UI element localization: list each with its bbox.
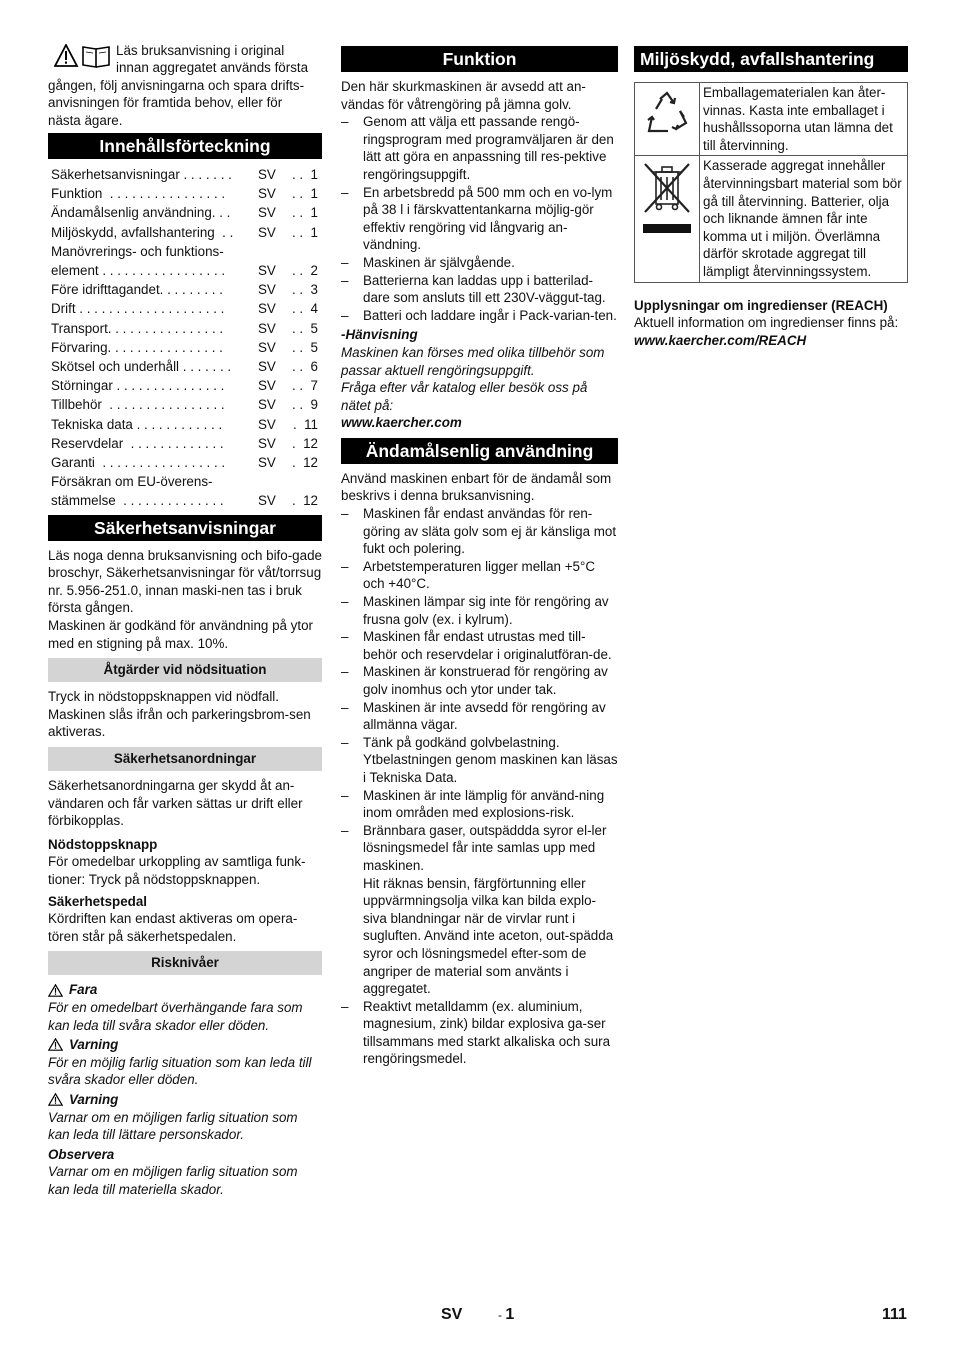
risk-label-row xyxy=(48,981,322,999)
footer-language: SV xyxy=(441,1306,463,1323)
environment-table xyxy=(634,82,908,283)
toc-page: . 12 xyxy=(291,435,318,451)
toc-row[interactable] xyxy=(48,319,322,338)
safety-paragraph-1: Läs noga denna bruksanvisning och bifo-gade broschyr, Säkerhetsanvisningar för våt/torrsug nr. 5.956-251.0, innan maski-nen tas i bruk första gången. xyxy=(48,547,322,616)
intro-block xyxy=(48,42,322,129)
toc-page: . . 1 xyxy=(291,224,318,240)
intended-use-intro: Använd maskinen enbart för de ändamål som beskrivs i denna bruksanvisning. xyxy=(341,470,612,504)
recycling-icon-cell xyxy=(635,83,700,156)
column-middle xyxy=(341,42,618,1068)
pedal-text: Kördriften kan endast aktiveras om opera-tören står på säkerhetspedalen. xyxy=(48,911,298,944)
list-item: – Maskinen lämpar sig inte för rengöring av frusna golv (ex. i kylrum). xyxy=(341,593,618,628)
toc-title: Transport. . . . . . . . . . . . . . . . xyxy=(51,320,224,336)
environment-row-disposal xyxy=(635,156,908,282)
list-item: – Maskinen är konstruerad för rengöring av golv inomhus och ytor under tak. xyxy=(341,663,618,698)
note-text: Maskinen kan förses med olika tillbehör som passar aktuell rengöringsuppgift. xyxy=(341,344,605,378)
list-item: – Maskinen är inte lämplig för använd-ning inom områden med explosions-risk. xyxy=(341,787,618,822)
function-list xyxy=(341,113,618,324)
list-item: – Batterierna kan laddas upp i batterilad-dare som ansluts till ett 230V-väggut-tag. xyxy=(341,272,618,307)
toc-page: . 12 xyxy=(291,455,318,471)
toc-lang: SV xyxy=(258,339,276,355)
risk-label-row xyxy=(48,1146,322,1164)
emergency-text: Tryck in nödstoppsknappen vid nödfall. Maskinen slås ifrån och parkeringsbrom-sen aktiveras. xyxy=(48,689,311,740)
crossed-bin-icon xyxy=(639,160,695,236)
toc-title: Skötsel och underhåll . . . . . . . xyxy=(51,359,232,375)
risk-label-row xyxy=(48,1036,322,1054)
toc-row[interactable] xyxy=(48,415,322,434)
toc-lang: SV xyxy=(258,263,276,279)
note-text-2: Fråga efter vår katalog eller besök oss på nätet på: xyxy=(341,380,588,413)
toc-page: . . 6 xyxy=(291,359,318,375)
intro-line-1: Läs bruksanvisning i original xyxy=(116,43,285,58)
risk-label: Varning xyxy=(69,1091,119,1107)
intro-icons xyxy=(54,44,114,68)
list-item: – En arbetsbredd på 500 mm och en vo-lym på 38 l i färskvattentankarna möjlig-gör effektiv rengöring vid långvarig an-vändning. xyxy=(341,184,618,254)
note-url[interactable]: www.kaercher.com xyxy=(341,415,462,431)
toc-page: . . 9 xyxy=(291,397,318,413)
toc-row[interactable] xyxy=(48,223,322,242)
toc-row[interactable] xyxy=(48,453,322,472)
toc-title: Drift . . . . . . . . . . . . . . . . . . . . xyxy=(51,301,225,317)
warning-triangle-icon xyxy=(48,1093,63,1106)
intro-line-2: innan aggregatet används första xyxy=(116,60,309,75)
toc-lang: SV xyxy=(258,359,276,375)
toc-lang: SV xyxy=(258,378,276,394)
toc-page: . . 3 xyxy=(291,282,318,298)
toc-row[interactable] xyxy=(48,184,322,203)
toc-lang: SV xyxy=(258,397,276,413)
intro-line-3: gången, följ anvisningarna och spara drifts- xyxy=(48,78,305,93)
toc-heading: Innehållsförteckning xyxy=(48,133,322,159)
intro-line-5: nästa ägare. xyxy=(48,113,123,128)
toc-page: . 12 xyxy=(291,493,318,509)
toc-title: Manövrerings- och funktions- element . . . . . . . . . . . . . . . . . xyxy=(51,243,226,279)
list-item: – Reaktivt metalldamm (ex. aluminium, magnesium, zink) bildar explosiva ga-ser tillsammans med starkt alkaliska och sura rengöringsmedel. xyxy=(341,998,618,1068)
toc-lang: SV xyxy=(258,493,276,509)
list-item: – Arbetstemperaturen ligger mellan +5°C och +40°C. xyxy=(341,558,618,593)
footer-page-number: 111 xyxy=(882,1306,907,1323)
list-item: – Maskinen får endast utrustas med till-behör och reservdelar i originalutföran-de. xyxy=(341,628,618,663)
toc-title: Före idrifttagandet. . . . . . . . . xyxy=(51,282,223,298)
toc-page: . 11 xyxy=(292,416,318,432)
toc-lang: SV xyxy=(258,186,276,202)
list-item: – Maskinen är inte avsedd för rengöring av allmänna vägar. xyxy=(341,699,618,734)
toc-lang: SV xyxy=(258,455,276,471)
toc-page: . . 1 xyxy=(291,205,318,221)
intended-use-heading: Ändamålsenlig användning xyxy=(341,438,618,464)
toc-row[interactable] xyxy=(48,203,322,222)
toc-table xyxy=(48,165,322,511)
toc-title: Funktion . . . . . . . . . . . . . . . . xyxy=(51,186,226,202)
function-intro: Den här skurkmaskinen är avsedd att an-vändas för våtrengöring på jämna golv. xyxy=(341,79,586,112)
toc-row[interactable] xyxy=(48,280,322,299)
list-item: – Maskinen får endast användas för ren-göring av släta golv som ej är känsliga mot fukt och polering. xyxy=(341,505,618,558)
footer-section-number: 1 xyxy=(505,1306,515,1323)
function-heading: Funktion xyxy=(341,46,618,72)
risk-label: Observera xyxy=(48,1146,115,1162)
safety-heading: Säkerhetsanvisningar xyxy=(48,515,322,541)
risk-label: Fara xyxy=(69,982,98,998)
toc-row[interactable] xyxy=(48,376,322,395)
estop-title: Nödstoppsknapp xyxy=(48,836,158,852)
risk-text: För en möjlig farlig situation som kan leda till svåra skador eller döden. xyxy=(48,1054,312,1088)
toc-row[interactable] xyxy=(48,165,322,184)
toc-title: Säkerhetsanvisningar . . . . . . . xyxy=(51,167,232,182)
risk-list xyxy=(48,981,322,1198)
intro-line-4: anvisningen för framtida behov, eller för xyxy=(48,95,283,110)
toc-title: Ändamålsenlig användning. . . xyxy=(51,205,231,221)
environment-row-packaging xyxy=(635,83,908,156)
warning-triangle-icon xyxy=(48,1038,63,1051)
estop-text: För omedelbar urkoppling av samtliga funk-tioner: Tryck på nödstoppsknappen. xyxy=(48,854,306,887)
safety-devices-text: Säkerhetsanordningarna ger skydd åt an-vändaren och får varken sättas ur drift eller förbikopplas. xyxy=(48,778,303,829)
disposal-text: Kasserade aggregat innehåller återvinningsbart material som bör gå till återvinning. Batterier, olja och liknande ämnen får inte komma ut i miljön. Överlämna därför skrotade aggregat till lämpligt återvinningssystem. xyxy=(700,156,908,282)
list-item: – Brännbara gaser, outspäddda syror el-ler lösningsmedel får inte samlas upp med maskinen. Hit räknas bensin, färgförtunning eller uppvärmningsolja vilka kan bilda explo-siva blandningar när de virvlar runt i sugluften. Använd inte aceton, out-spädda syror och lösningsmedel efter-som de angriper de material som använts i aggregatet. xyxy=(341,822,618,998)
toc-lang: SV xyxy=(258,416,276,432)
toc-lang: SV xyxy=(258,205,276,221)
toc-title: Tekniska data . . . . . . . . . . . . xyxy=(51,416,223,432)
list-item: – Tänk på godkänd golvbelastning. Ytbelastningen genom maskinen kan läsas i Tekniska Data. xyxy=(341,734,618,787)
toc-lang: SV xyxy=(258,435,276,451)
warning-manual-icon xyxy=(54,44,114,68)
note-label: -Hänvisning xyxy=(341,327,418,343)
toc-row[interactable] xyxy=(48,357,322,376)
toc-page: . . 1 xyxy=(291,167,318,182)
risk-text: Varnar om en möjligen farlig situation som kan leda till materiella skador. xyxy=(48,1164,298,1197)
column-left xyxy=(48,42,322,1198)
toc-page: . . 2 xyxy=(291,263,318,279)
toc-page: . . 4 xyxy=(291,301,318,317)
toc-lang: SV xyxy=(258,320,276,336)
reach-title: Upplysningar om ingredienser (REACH) xyxy=(634,297,888,313)
risk-text: För en omedelbart överhängande fara som kan leda till svåra skador eller döden. xyxy=(48,999,303,1033)
toc-title: Försäkran om EU-överens- stämmelse . . . . . . . . . . . . . . xyxy=(51,474,224,509)
toc-row[interactable] xyxy=(48,338,322,357)
toc-page: . . 1 xyxy=(291,186,318,202)
toc-row[interactable] xyxy=(48,395,322,414)
list-item: – Maskinen är självgående. xyxy=(341,254,618,272)
risk-label-row xyxy=(48,1091,322,1109)
pedal-title: Säkerhetspedal xyxy=(48,893,147,909)
toc-row[interactable] xyxy=(48,299,322,318)
toc-row[interactable] xyxy=(48,472,322,510)
warning-triangle-icon xyxy=(48,984,63,997)
crossed-bin-icon-cell xyxy=(635,156,700,282)
toc-lang: SV xyxy=(258,224,276,240)
toc-lang: SV xyxy=(258,282,276,298)
toc-page: . . 5 xyxy=(291,339,318,355)
safety-devices-heading: Säkerhetsanordningar xyxy=(48,747,322,771)
packaging-text: Emballagematerialen kan åter-vinnas. Kasta inte emballaget i hushållssoporna utan lämna det till återvinning. xyxy=(700,83,908,156)
risk-label: Varning xyxy=(69,1037,119,1053)
list-item: – Batteri och laddare ingår i Pack-varian-ten. xyxy=(341,307,618,325)
toc-row[interactable] xyxy=(48,242,322,280)
risk-levels-heading: Risknivåer xyxy=(48,951,322,975)
environment-heading: Miljöskydd, avfallshantering xyxy=(634,46,908,72)
footer-section-page: - 1 xyxy=(498,1306,515,1323)
toc-title: Förvaring. . . . . . . . . . . . . . . . xyxy=(51,339,223,355)
recycling-icon xyxy=(640,87,694,141)
toc-page: . . 7 xyxy=(291,378,318,394)
safety-paragraph-2: Maskinen är godkänd för användning på ytor med en stigning på max. 10%. xyxy=(48,618,314,651)
toc-title: Garanti . . . . . . . . . . . . . . . . . xyxy=(51,455,226,471)
toc-title: Miljöskydd, avfallshantering . . xyxy=(51,224,234,240)
column-right xyxy=(634,42,908,349)
toc-title: Störningar . . . . . . . . . . . . . . . xyxy=(51,378,225,394)
reach-text: Aktuell information om ingredienser finns på: xyxy=(634,315,899,331)
toc-lang: SV xyxy=(258,167,276,182)
emergency-heading: Åtgärder vid nödsituation xyxy=(48,658,322,682)
toc-title: Reservdelar . . . . . . . . . . . . . xyxy=(51,435,224,451)
toc-title: Tillbehör . . . . . . . . . . . . . . . . xyxy=(51,397,225,413)
reach-url[interactable]: www.kaercher.com/REACH xyxy=(634,332,807,348)
list-item: – Genom att välja ett passande rengö-ringsprogram med programväljaren är den lätt att göra en anpassning till res-pektive rengöringsuppgift. xyxy=(341,113,618,183)
intended-use-list xyxy=(341,505,618,1068)
toc-row[interactable] xyxy=(48,434,322,453)
toc-page: . . 5 xyxy=(291,320,318,336)
risk-text: Varnar om en möjligen farlig situation som kan leda till lättare personskador. xyxy=(48,1109,298,1143)
toc-lang: SV xyxy=(258,301,276,317)
